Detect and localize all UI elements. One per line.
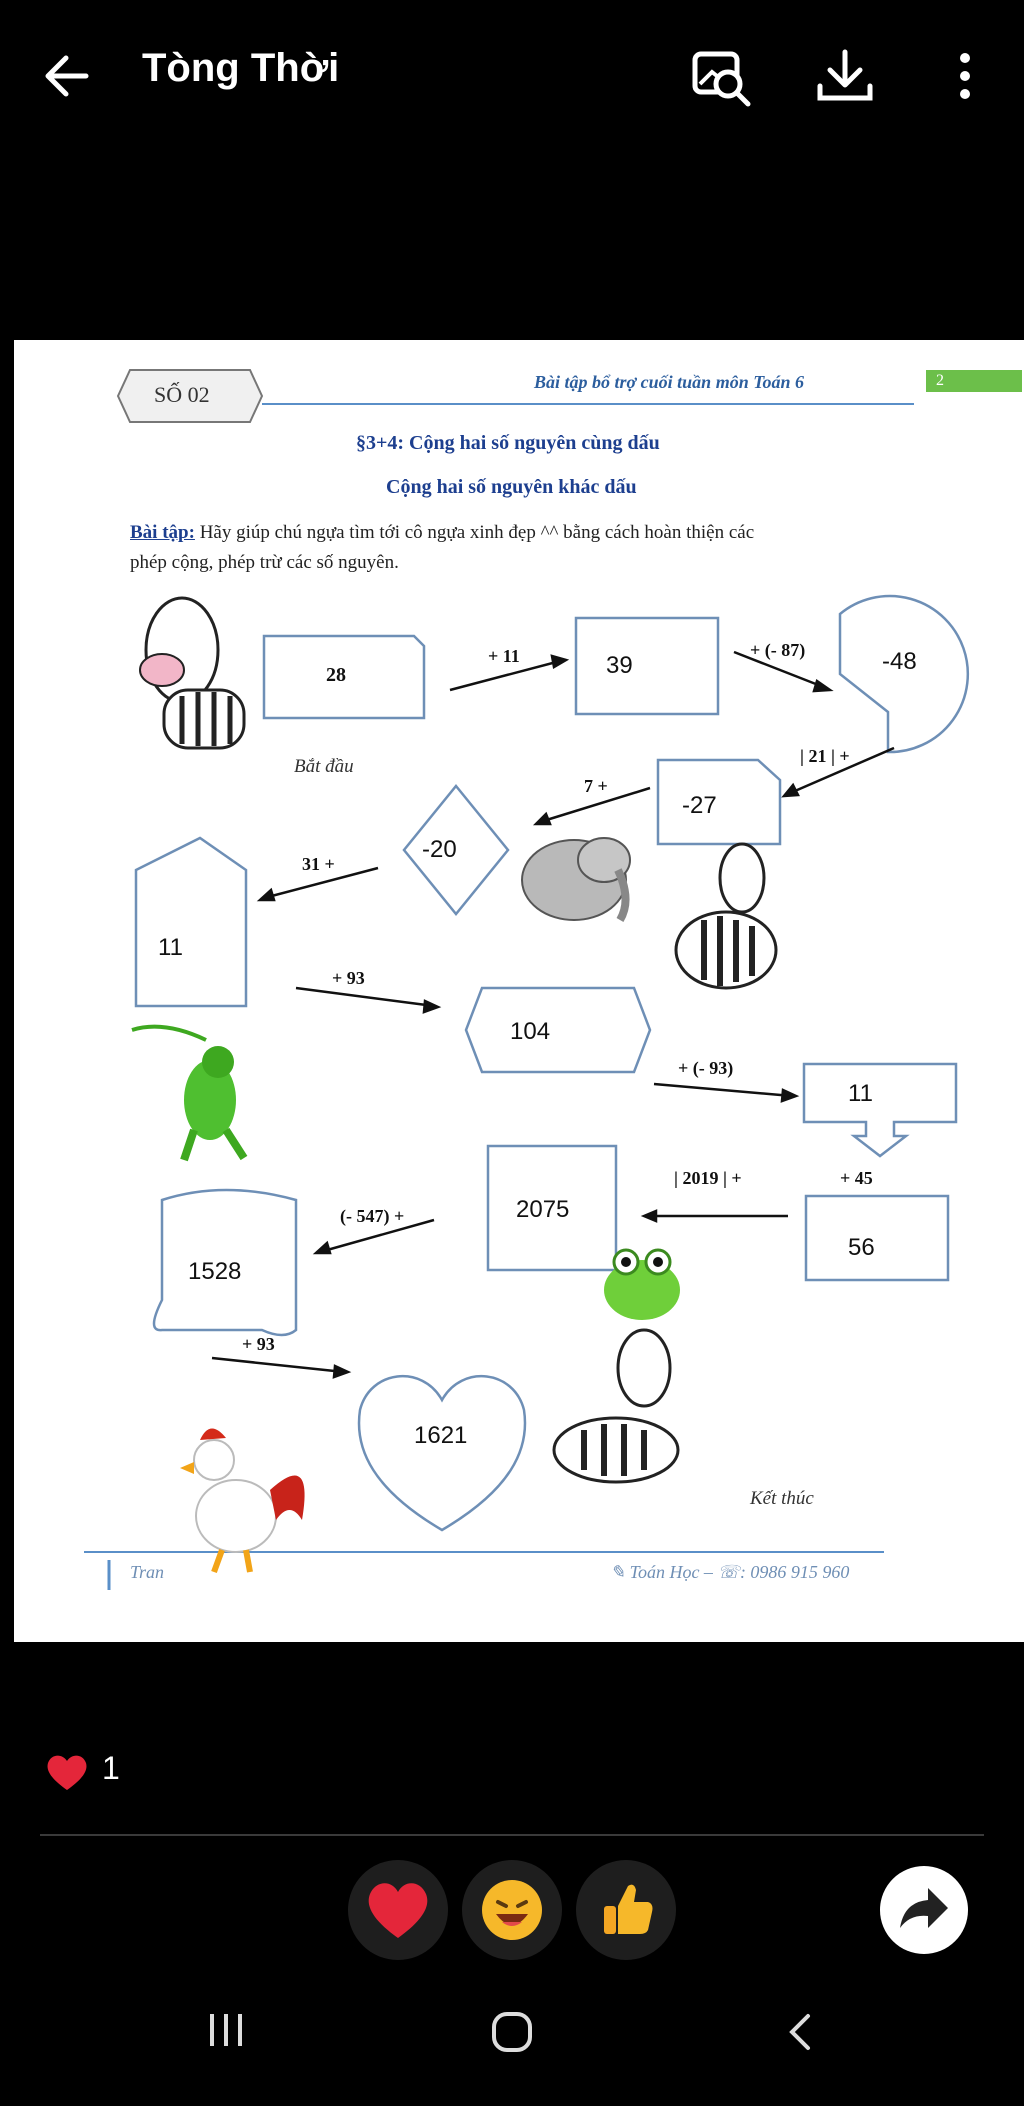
share-button[interactable] — [880, 1866, 968, 1954]
divider — [40, 1834, 984, 1836]
page-title: Tòng Thời — [142, 46, 340, 90]
operation-label: 7 + — [584, 776, 608, 796]
box-value: 104 — [510, 1018, 551, 1045]
top-app-bar — [0, 0, 1024, 150]
recents-icon — [204, 2010, 248, 2050]
heading-1: §3+4: Cộng hai số nguyên cùng dấu — [356, 432, 660, 454]
box-value: 11 — [848, 1080, 873, 1107]
image-search-icon[interactable] — [690, 48, 760, 112]
page-number: 2 — [936, 372, 944, 389]
box-value: 28 — [326, 664, 346, 686]
recents-button[interactable] — [204, 2010, 248, 2055]
box-56-shape — [806, 1196, 948, 1280]
exercise-text — [130, 522, 754, 544]
box-value: -48 — [882, 648, 917, 675]
box-value: 1528 — [188, 1258, 242, 1285]
frog-illustration — [604, 1250, 680, 1320]
rooster-illustration — [180, 1428, 305, 1572]
heart-icon — [44, 1752, 90, 1792]
thumbs-up-icon — [576, 1860, 676, 1960]
back-nav-button[interactable] — [780, 2010, 820, 2059]
operation-label: + 45 — [840, 1168, 873, 1188]
like-count: 1 — [102, 1750, 120, 1786]
back-arrow-icon[interactable] — [40, 48, 110, 104]
zebra-running-illustration — [676, 844, 776, 988]
end-label: Kết thúc — [750, 1488, 814, 1509]
exercise-label: Bài tập: — [130, 522, 195, 543]
operation-label: | 21 | + — [800, 746, 850, 766]
box-value: 1621 — [414, 1422, 468, 1449]
more-vertical-icon[interactable] — [940, 50, 990, 106]
zebra-start-illustration — [140, 598, 244, 748]
operation-label: + 93 — [332, 968, 365, 988]
box-neg27-shape — [658, 760, 780, 844]
laughing-face-icon — [462, 1860, 562, 1960]
footer-right: ✎ Toán Học – ☏: 0986 915 960 — [610, 1562, 850, 1582]
home-icon — [488, 2010, 536, 2054]
reaction-summary[interactable] — [44, 1750, 120, 1797]
heart-icon — [348, 1860, 448, 1960]
heading-2: Cộng hai số nguyên khác dấu — [386, 476, 637, 498]
exercise-line-2: phép cộng, phép trừ các số nguyên. — [130, 552, 399, 573]
operation-label: + 93 — [242, 1334, 275, 1354]
heart-reaction-button[interactable] — [348, 1860, 448, 1960]
operation-label: 31 + — [302, 854, 335, 874]
box-39-shape — [576, 618, 718, 714]
laugh-reaction-button[interactable] — [462, 1860, 562, 1960]
share-arrow-icon — [880, 1866, 968, 1954]
home-button[interactable] — [488, 2010, 536, 2059]
operation-label: | 2019 | + — [674, 1168, 742, 1188]
box-104-shape — [466, 988, 650, 1072]
download-icon[interactable] — [812, 46, 878, 106]
box-1621-shape — [359, 1376, 525, 1530]
footer-left: Tran — [130, 1562, 165, 1582]
issue-label: SỐ 02 — [154, 382, 210, 407]
grasshopper-illustration — [132, 1027, 244, 1160]
worksheet-image — [14, 340, 1024, 1642]
start-label: Bắt đầu — [294, 756, 354, 777]
operation-label: + (- 93) — [678, 1058, 734, 1078]
zebra-lying-illustration — [554, 1330, 678, 1482]
operation-label: (- 547) + — [340, 1206, 405, 1226]
box-value: 39 — [606, 652, 633, 679]
elephant-illustration — [522, 838, 630, 920]
thumbs-up-reaction-button[interactable] — [576, 1860, 676, 1960]
box-11-shape — [136, 838, 246, 1006]
box-value: 56 — [848, 1234, 875, 1261]
back-chevron-icon — [780, 2010, 820, 2054]
operation-label: + (- 87) — [750, 640, 806, 660]
box-11b-shape — [804, 1064, 956, 1156]
box-value: -20 — [422, 836, 457, 863]
exercise-line-1: Hãy giúp chú ngựa tìm tới cô ngựa xinh đẹp ^^ bằng cách hoàn thiện các — [194, 522, 755, 543]
box-value: -27 — [682, 792, 717, 819]
box-value: 11 — [158, 934, 183, 961]
operation-label: + 11 — [488, 646, 520, 666]
banner-title: Bài tập bổ trợ cuối tuần môn Toán 6 — [534, 372, 805, 392]
box-value: 2075 — [516, 1196, 570, 1223]
